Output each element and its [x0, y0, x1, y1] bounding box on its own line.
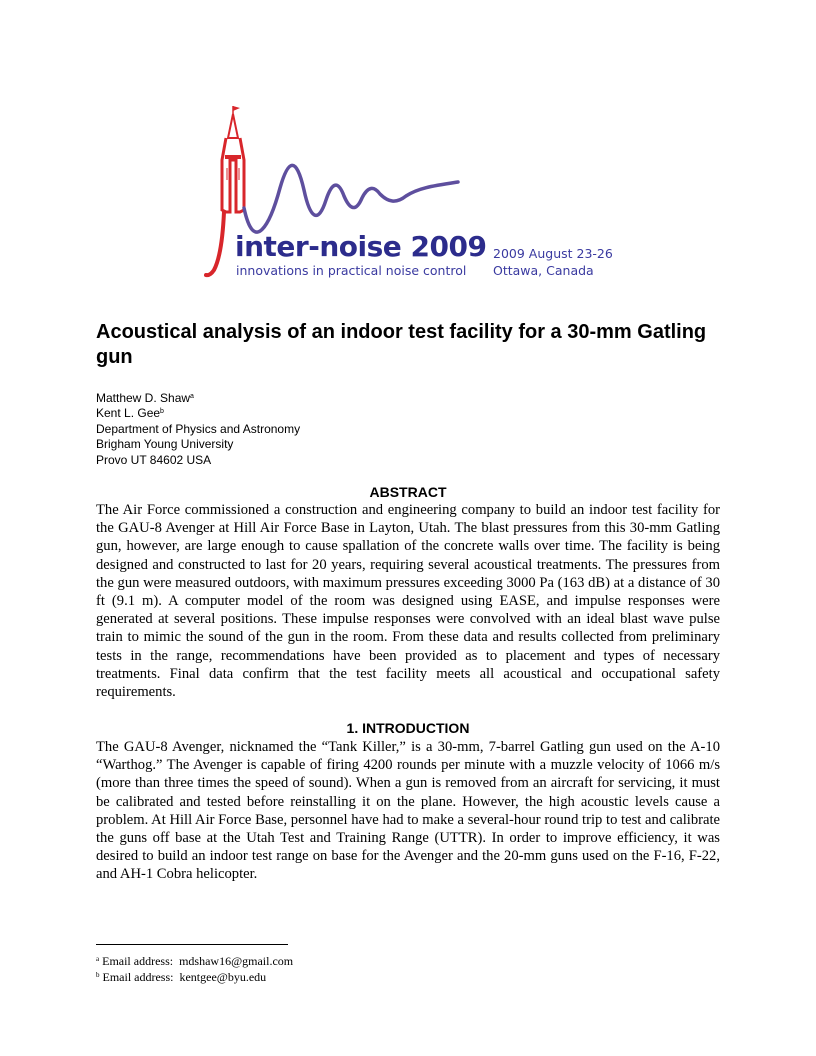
footnotes	[96, 953, 596, 985]
introduction-text: The GAU-8 Avenger, nicknamed the “Tank Killer,” is a 30-mm, 7-barrel Gatling gun used on the A-10 “Warthog.” The Avenger is capable of firing 4200 rounds per minute with a muzzle velocity of 1066 m/s (more than three times the speed of sound). When a gun is removed from an aircraft for servicing, it must be calibrated and tested before reinstalling it on the plane. However, the high acoustic levels cause a problem. At Hill Air Force Base, personnel have had to make a several-hour round trip to test and calibrate the guns off base at the Utah Test and Training Range (UTTR). In order to improve efficiency, it was desired to build an indoor test range on base for the Avenger and the 20-mm guns used on the F-16, F-22, and AH-1 Cobra helicopter.	[96, 739, 720, 883]
conference-logo	[200, 100, 620, 285]
introduction-heading: 1. INTRODUCTION	[346, 720, 470, 736]
conference-location: Ottawa, Canada	[493, 263, 594, 278]
footnote-a	[96, 953, 596, 969]
conference-date: 2009 August 23-26	[493, 246, 613, 261]
affiliation-line: Department of Physics and Astronomy	[96, 421, 301, 436]
author-1	[96, 391, 496, 406]
author-2	[96, 406, 496, 421]
footnote-b	[96, 969, 596, 985]
abstract-text: The Air Force commissioned a construction and engineering company to build an indoor test facility for the GAU-8 Avenger at Hill Air Force Base in Layton, Utah. The blast pressures from this 30-mm Gatling gun, however, are large enough to cause spallation of the concrete walls over time. The facility is being designed and constructed to last for 20 years, requiring several acoustical treatments. The pressures from the gun were measured outdoors, with maximum pressures exceeding 3000 Pa (163 dB) at a distance of 30 ft (9.1 m). A computer model of the room was designed using EASE, and impulse responses were generated at several positions. These impulse responses were convolved with an ideal blast wave pulse train to mimic the sound of the gun in the room. From these data and results collected from preliminary tests in the range, recommendations have been provided as to placement and types of necessary treatments. Final data confirm that the test facility meets all acoustical and occupational safety requirements.	[96, 502, 720, 701]
paper-title: Acoustical analysis of an indoor test facility for a 30-mm Gatling gun	[96, 321, 707, 368]
footnote-mark: a	[96, 955, 100, 963]
footnote-email: mdshaw16@gmail.com	[179, 954, 294, 968]
conference-name: inter-noise 2009	[235, 230, 487, 263]
author-name: Kent L. Gee	[96, 406, 161, 421]
footnote-divider	[96, 944, 288, 945]
author-mark: a	[190, 393, 194, 400]
author-block	[96, 391, 496, 468]
footnote-mark: b	[96, 971, 100, 979]
footnote-label: Email address:	[102, 954, 174, 968]
footnote-label: Email address:	[102, 970, 174, 984]
author-mark: b	[160, 408, 164, 416]
abstract-heading: ABSTRACT	[369, 484, 447, 500]
author-name: Matthew D. Shaw	[96, 391, 191, 405]
footnote-email: kentgee@byu.edu	[179, 970, 267, 984]
affiliation-line: Brigham Young University	[96, 437, 234, 452]
conference-tagline: innovations in practical noise control	[236, 263, 467, 278]
affiliation-line: Provo UT 84602 USA	[96, 452, 212, 467]
